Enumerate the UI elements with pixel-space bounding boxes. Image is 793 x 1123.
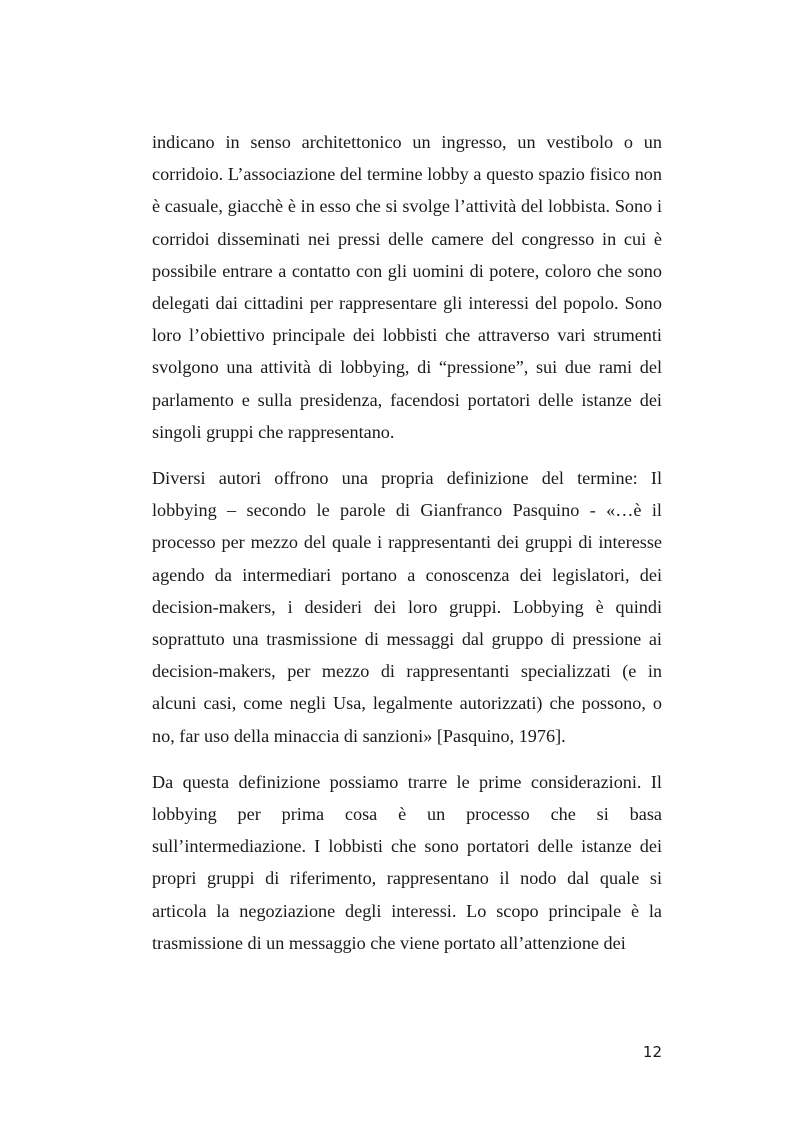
paragraph-pasquino-definition: Diversi autori offrono una propria definizione del termine: Il lobbying – secondo le parole di Gianfranco Pasquino - «…è il processo per mezzo del quale i rappresentanti dei gruppi di interesse agendo da intermediari portano a conoscenza dei legislatori, dei decision-makers, i desideri dei loro gruppi. Lobbying è quindi soprattuto una trasmissione di messaggi dal gruppo di pressione ai decision-makers, per mezzo di rappresentanti specializzati (e in alcuni casi, come negli Usa, legalmente autorizzati) che possono, o no, far uso della minaccia di sanzioni» [Pasquino, 1976]. [152,468,662,746]
paragraph-considerations: Da questa definizione possiamo trarre le prime considerazioni. Il lobbying per prima cosa è un processo che si basa sull’intermediazione. I lobbisti che sono portatori delle istanze dei propri gruppi di riferimento, rappresentano il nodo dal quale si articola la negoziazione degli interessi. Lo scopo principale è la trasmissione di un messaggio che viene portato all’attenzione dei [152,771,662,953]
page-number: 12 [642,1043,662,1061]
paragraph-lobby-corridors: indicano in senso architettonico un ingresso, un vestibolo o un corridoio. L’associazione del termine lobby a questo spazio fisico non è casuale, giacchè è in esso che si svolge l’attività del lobbista. Sono i corridoi disseminati nei pressi delle camere del congresso in cui è possibile entrare a contatto con gli uomini di potere, coloro che sono delegati dai cittadini per rappresentare gli interessi del popolo. Sono loro l’obiettivo principale dei lobbisti che attraverso vari strumenti svolgono una attività di lobbying, di “pressione”, sui due rami del parlamento e sulla presidenza, facendosi portatori delle istanze dei singoli gruppi che rappresentano. [152,132,662,442]
body-text [152,126,662,973]
